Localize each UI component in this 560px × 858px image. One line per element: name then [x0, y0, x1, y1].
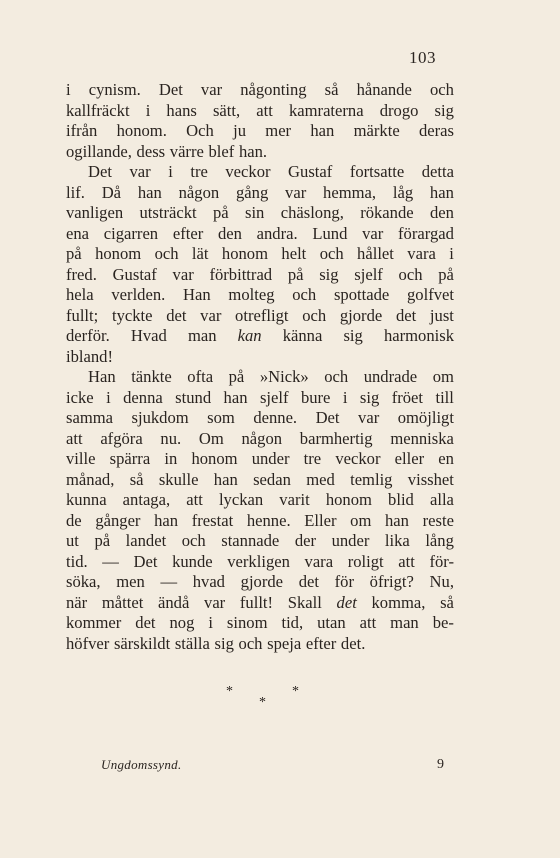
text-line: kallfräckt i hans sätt, att kamraterna drogo sig [66, 100, 454, 120]
text-line: hela verlden. Han molteg och spottade golfvet [66, 285, 454, 304]
text-line: ut på landet och stannade der under lika lång [66, 531, 454, 550]
asterisk-right: * [292, 684, 299, 699]
asterism-divider [220, 684, 320, 714]
text-line: lif. Då han någon gång var hemma, låg han [66, 182, 454, 202]
text-line: derför. Hvad man kan känna sig harmonisk [66, 326, 454, 345]
text-line: söka, men — hvad gjorde det för öfrigt? Nu, [66, 572, 454, 591]
text-line: höfver särskildt ställa sig och speja efter det. [66, 633, 366, 653]
text-line: vanligen utsträckt på sin chäslong, rökande den [66, 203, 454, 222]
text-line: ibland! [66, 346, 114, 366]
text-line: kommer det nog i sinom tid, utan att man be- [66, 613, 454, 632]
asterisk-left: * [226, 684, 233, 699]
text-line: i cynism. Det var någonting så hånande och [66, 80, 454, 99]
text-line: ifrån honom. Och ju mer han märkte deras [66, 121, 454, 140]
text-line: på honom och lät honom helt och hållet vara i [66, 244, 454, 263]
text-line: när måttet ändå var fullt! Skall det komma, så [66, 592, 454, 612]
text-line: kunna antaga, att lyckan varit honom blid alla [66, 490, 454, 509]
body-text [66, 80, 454, 654]
text-line: fullt; tyckte det var otrefligt och gjorde det just [66, 305, 454, 325]
text-line: Det var i tre veckor Gustaf fortsatte detta [88, 162, 454, 181]
text-line: Han tänkte ofta på »Nick» och undrade om [88, 367, 454, 386]
text-line: fred. Gustaf var förbittrad på sig sjelf och på [66, 264, 454, 284]
asterisk-center: * [259, 695, 266, 710]
text-line: icke i denna stund han sjelf bure i sig fröet till [66, 387, 454, 407]
text-line: månad, så skulle han sedan med temlig visshet [66, 469, 454, 489]
text-line: ogillande, dess värre blef han. [66, 141, 268, 161]
text-line: att afgöra nu. Om någon barmhertig menniska [66, 428, 454, 448]
page-number: 103 [409, 48, 436, 67]
text-line: samma sjukdom som denne. Det var omöjligt [66, 408, 454, 427]
text-line: ville spärra in honom under tre veckor eller en [66, 449, 454, 468]
footer-signature: Ungdomssynd. [101, 757, 182, 772]
footer-sheet-number: 9 [437, 757, 444, 772]
text-line: de gånger han frestat henne. Eller om han reste [66, 510, 454, 530]
text-line: ena cigarren efter den andra. Lund var förargad [66, 223, 454, 243]
text-line: tid. — Det kunde verkligen vara roligt att för- [66, 551, 454, 571]
